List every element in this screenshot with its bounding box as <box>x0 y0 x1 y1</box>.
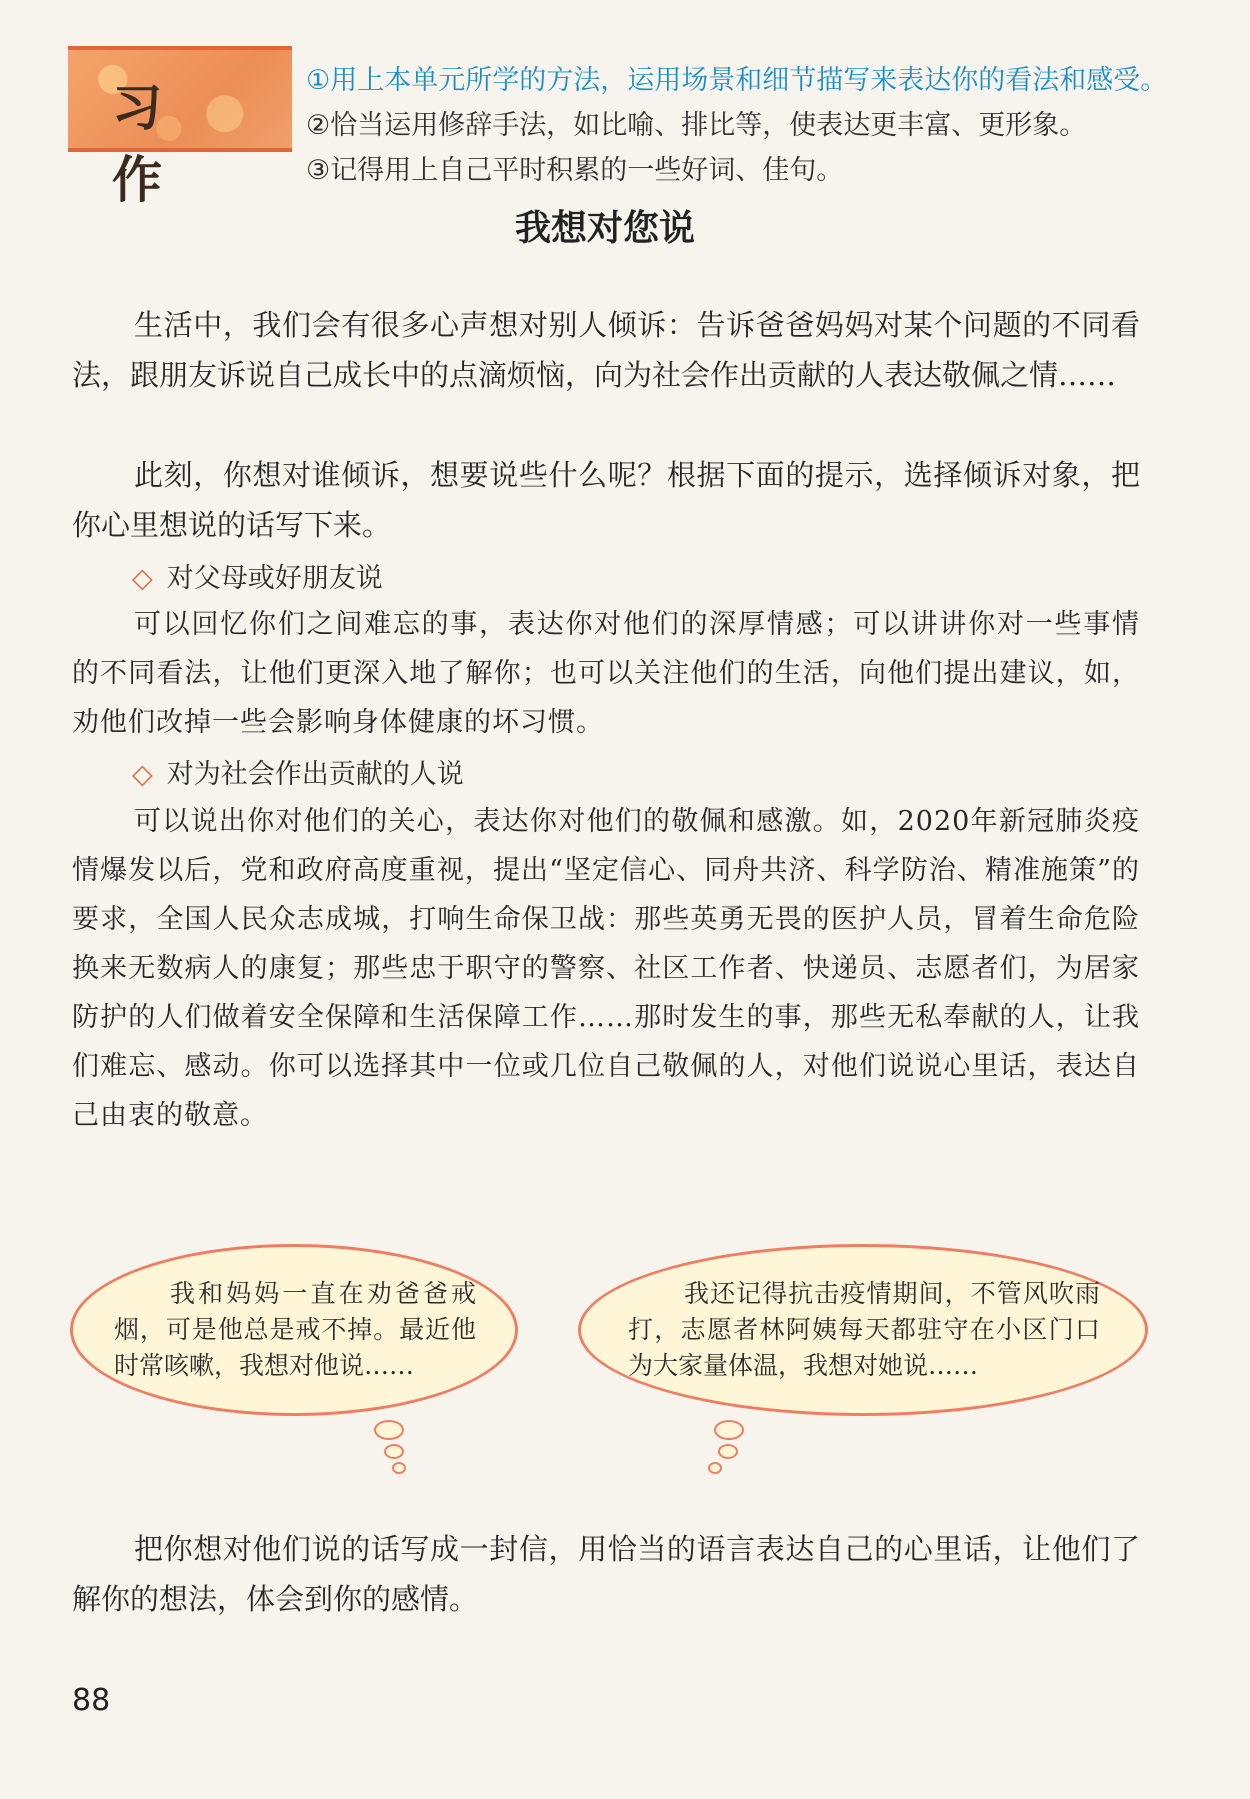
bubble-text-right: 我还记得抗击疫情期间，不管风吹雨打，志愿者林阿姨每天都驻守在小区门口为大家量体温，我想对她说…… <box>628 1279 1100 1380</box>
page-title: 我想对您说 <box>514 208 695 249</box>
bubble-text-left: 我和妈妈一直在劝爸爸戒烟，可是他总是戒不掉。最近他时常咳嗽，我想对他说…… <box>114 1279 476 1380</box>
requirement-3: ③记得用上自己平时积累的一些好词、佳句。 <box>306 155 844 186</box>
option-heading-parents-friends <box>132 556 383 595</box>
section-badge-label: 习作 <box>112 78 214 209</box>
requirement-1: ①用上本单元所学的方法，运用场景和细节描写来表达你的看法和感受。 <box>306 65 1168 96</box>
intro-paragraph: 生活中，我们会有很多心声想对别人倾诉：告诉爸爸妈妈对某个问题的不同看法，跟朋友诉说自己成长中的点滴烦恼，向为社会作出贡献的人表达敬佩之情…… <box>72 308 1140 392</box>
closing-paragraph: 把你想对他们说的话写成一封信，用恰当的语言表达自己的心里话，让他们了解你的想法，体会到你的感情。 <box>72 1532 1140 1616</box>
bubble-tail-dot <box>374 1420 404 1440</box>
bubble-tail-dot <box>708 1462 722 1474</box>
bubble-tail-dot <box>384 1444 404 1459</box>
option-heading-label: 对为社会作出贡献的人说 <box>166 759 464 790</box>
requirement-2: ②恰当运用修辞手法，如比喻、排比等，使表达更丰富、更形象。 <box>306 110 1087 141</box>
option-heading-contributors <box>132 752 464 791</box>
diamond-icon: ◇ <box>132 563 153 594</box>
bubble-tail-dot <box>714 1420 744 1440</box>
option-heading-label: 对父母或好朋友说 <box>166 563 383 594</box>
option-text-parents-friends: 可以回忆你们之间难忘的事，表达你对他们的深厚情感；可以讲讲你对一些事情的不同看法，让他们更深入地了解你；也可以关注他们的生活，向他们提出建议，如，劝他们改掉一些会影响身体健康的坏习惯。 <box>72 609 1140 738</box>
diamond-icon: ◇ <box>132 759 153 790</box>
bubble-tail-dot <box>392 1462 406 1474</box>
section-badge <box>68 46 292 209</box>
prompt-paragraph: 此刻，你想对谁倾诉，想要说些什么呢？根据下面的提示，选择倾诉对象，把你心里想说的话写下来。 <box>72 458 1140 542</box>
bubble-tail-dot <box>718 1444 738 1459</box>
option-text-contributors: 可以说出你对他们的关心，表达你对他们的敬佩和感激。如，2020年新冠肺炎疫情爆发以后，党和政府高度重视，提出“坚定信心、同舟共济、科学防治、精准施策”的要求，全国人民众志成城，打响生命保卫战：那些英勇无畏的医护人员，冒着生命危险换来无数病人的康复；那些忠于职守的警察、社区工作者、快递员、志愿者们，为居家防护的人们做着安全保障和生活保障工作……那时发生的事，那些无私奉献的人，让我们难忘、感动。你可以选择其中一位或几位自己敬佩的人，对他们说说心里话，表达自己由衷的敬意。 <box>72 806 1140 1131</box>
page-number: 88 <box>72 1683 111 1718</box>
